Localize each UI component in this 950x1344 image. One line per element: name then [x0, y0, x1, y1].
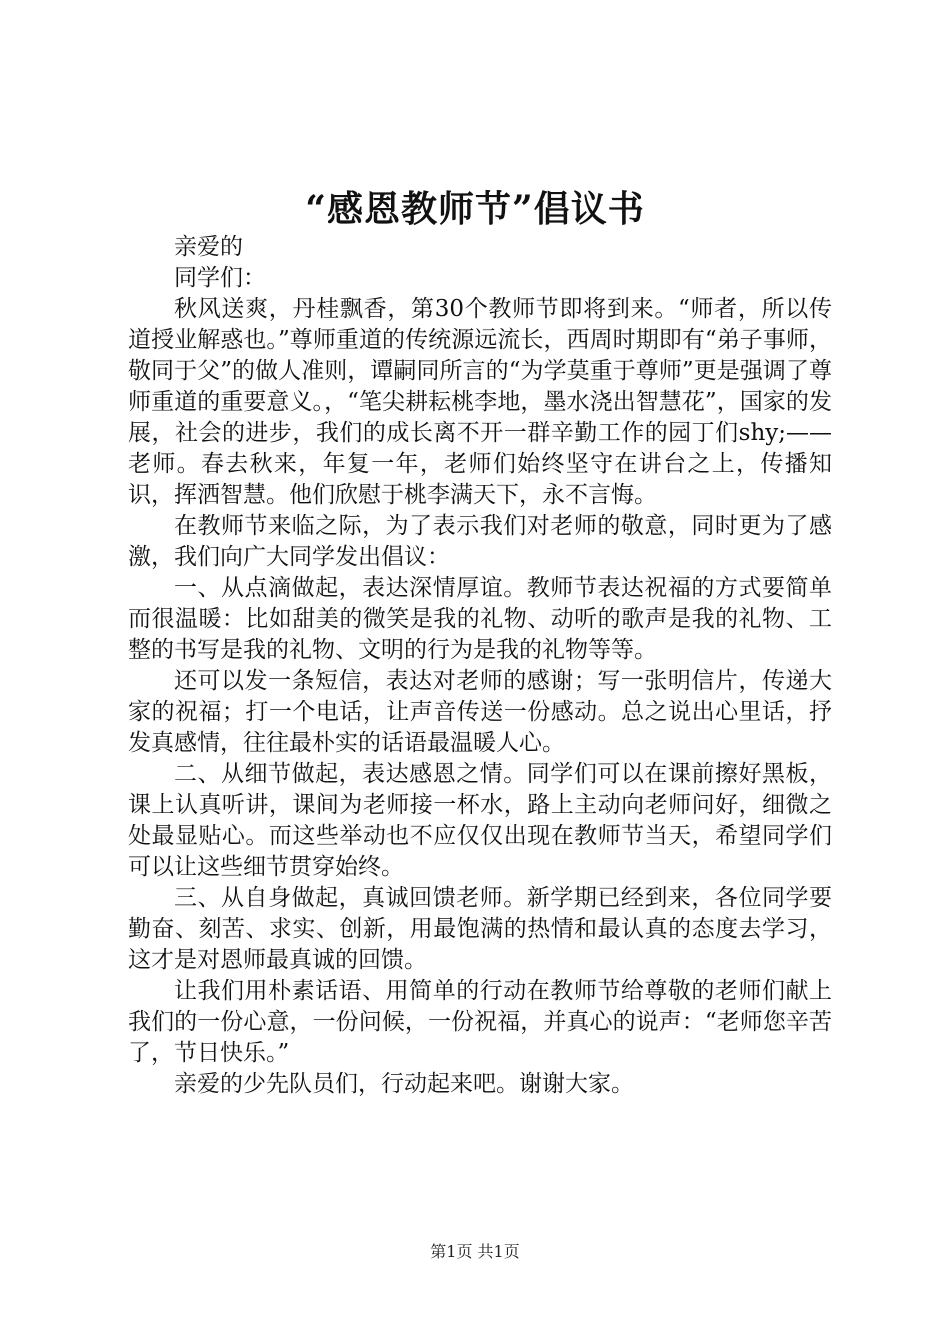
document-title: “感恩教师节”倡议书	[305, 188, 645, 230]
paragraph-proposal-one: 一、从点滴做起，表达深情厚谊。教师节表达祝福的方式要简单而很温暖：比如甜美的微笑是我的礼物、动听的歌声是我的礼物、工整的书写是我的礼物、文明的行为是我的礼物等等。	[128, 575, 832, 663]
salutation-line-1: 亲爱的	[174, 234, 243, 260]
paragraph-proposal-three: 三、从自身做起，真诚回馈老师。新学期已经到来，各位同学要勤奋、刻苦、求实、创新，用最饱满的热情和最认真的态度去学习，这才是对恩师最真诚的回馈。	[128, 885, 832, 973]
paragraph-closing: 让我们用朴素话语、用简单的行动在教师节给尊敬的老师们献上我们的一份心意，一份问候，一份祝福，并真心的说声：“老师您辛苦了，节日快乐。”	[128, 978, 832, 1066]
paragraph-final: 亲爱的少先队员们，行动起来吧。谢谢大家。	[174, 1071, 634, 1097]
document-body	[128, 232, 832, 1100]
paragraph-proposal-one-extra: 还可以发一条短信，表达对老师的感谢；写一张明信片，传递大家的祝福；打一个电话，让声音传送一份感动。总之说出心里话，抒发真感情，往往最朴实的话语最温暖人心。	[128, 668, 832, 756]
salutation-line-2: 同学们：	[174, 265, 266, 291]
paragraph-proposal-lead: 在教师节来临之际，为了表示我们对老师的敬意，同时更为了感激，我们向广大同学发出倡议：	[128, 513, 832, 570]
paragraph-intro: 秋风送爽，丹桂飘香，第30个教师节即将到来。“师者，所以传道授业解惑也。”尊师重道的传统源远流长，西周时期即有“弟子事师，敬同于父”的做人准则，谭嗣同所言的“为学莫重于尊师”更是强调了尊师重道的重要意义。，“笔尖耕耘桃李地，墨水浇出智慧花”，国家的发展，社会的进步，我们的成长离不开一群辛勤工作的园丁们shy;——老师。春去秋来，年复一年，老师们始终坚守在讲台之上，传播知识，挥洒智慧。他们欣慰于桃李满天下，永不言悔。	[128, 296, 832, 508]
paragraph-proposal-two: 二、从细节做起，表达感恩之情。同学们可以在课前擦好黑板，课上认真听讲，课间为老师接一杯水，路上主动向老师问好，细微之处最显贴心。而这些举动也不应仅仅出现在教师节当天，希望同学们可以让这些细节贯穿始终。	[128, 761, 832, 880]
page-number-footer: 第1页 共1页	[430, 1242, 520, 1261]
